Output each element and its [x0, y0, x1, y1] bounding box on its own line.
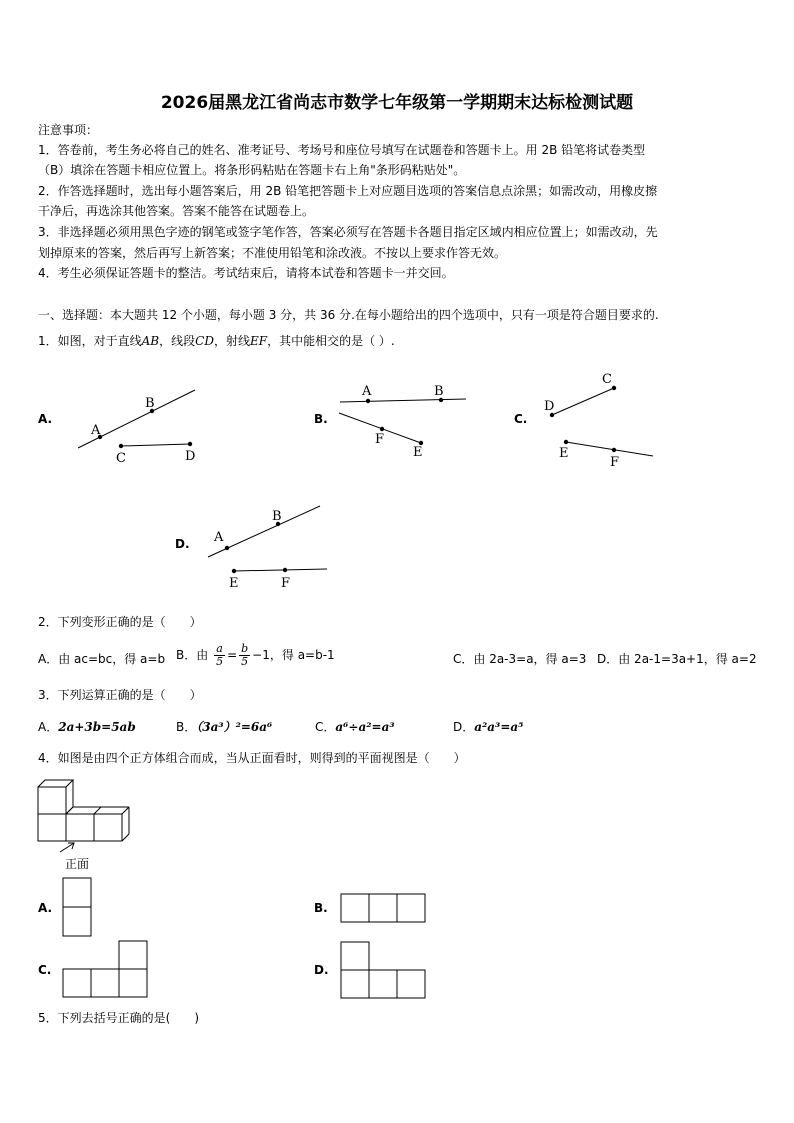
q3-option-b[interactable]: B．（3a³）²=6a⁶ [176, 720, 273, 734]
point-f [612, 448, 616, 452]
q3-option-d[interactable]: D．a²a³=a⁵ [453, 720, 524, 734]
q4-option-d-label[interactable]: D. [314, 963, 329, 977]
q1-figure-b [339, 384, 466, 460]
q4-option-b-view[interactable] [340, 893, 428, 925]
point-e-label: E [413, 445, 423, 460]
question-1-stem: 1．如图，对于直线AB，线段CD，射线EF，其中能相交的是（ ）. [38, 334, 395, 348]
section-heading: 一、选择题：本大题共 12 个小题，每小题 3 分，共 36 分.在每小题给出的四个选项中，只有一项是符合题目要求的. [38, 308, 659, 322]
point-f-label: F [610, 455, 620, 470]
front-view-label: 正面 [65, 857, 90, 871]
line-ab [208, 506, 320, 557]
question-3-stem: 3．下列运算正确的是（ ） [38, 688, 202, 702]
point-f [283, 568, 287, 572]
q2-option-a[interactable]: A．由 ac=bc，得 a=b [38, 652, 166, 666]
q1-figure-c [544, 372, 653, 470]
q4-option-c-view[interactable] [62, 940, 152, 1000]
point-c-label: C [116, 451, 126, 466]
q4-option-b-label[interactable]: B. [314, 901, 328, 915]
q2-option-c[interactable]: C．由 2a-3=a，得 a=3 [453, 652, 587, 666]
q1-figure-d [208, 506, 327, 591]
point-e [564, 440, 568, 444]
q4-option-c-label[interactable]: C. [38, 963, 52, 977]
q4-option-a-view[interactable] [62, 877, 94, 939]
q4-cube-figure [30, 770, 150, 875]
point-c-label: C [602, 372, 612, 387]
q2-option-d[interactable]: D．由 2a-1=3a+1，得 a=2 [597, 652, 757, 666]
line-ab [340, 399, 466, 402]
fraction-b-over-5: $\frac{b}{5}$ [241, 642, 249, 668]
notice-heading: 注意事项： [38, 123, 99, 137]
point-e-label: E [229, 576, 239, 591]
q1-option-c-label[interactable]: C. [514, 412, 528, 426]
q1-option-d-label[interactable]: D. [175, 537, 190, 551]
notice-line-7: 4．考生必须保证答题卡的整洁。考试结束后，请将本试卷和答题卡一并交回。 [38, 266, 454, 280]
point-e-label: E [559, 446, 569, 461]
question-4-stem: 4．如图是由四个正方体组合而成，当从正面看时，则得到的平面视图是（ ） [38, 751, 466, 765]
point-f-label: F [281, 576, 291, 591]
notice-line-6: 划掉原来的答案，然后再写上新答案；不准使用铅笔和涂改液。不按以上要求作答无效。 [38, 246, 507, 260]
point-c [119, 444, 123, 448]
ray-ef [566, 442, 653, 456]
q2-option-b[interactable]: B．由 $\frac{a}{5}$ = $\frac{b}{5}$ −1，得 a=b-1 [176, 642, 335, 668]
point-a-label: A [91, 423, 101, 438]
notice-line-2: （B）填涂在答题卡相应位置上。将条形码粘贴在答题卡右上角"条形码粘贴处"。 [38, 163, 466, 177]
point-b-label: B [145, 396, 155, 411]
notice-line-3: 2．作答选择题时，选出每小题答案后，用 2B 铅笔把答题卡上对应题目选项的答案信息点涂黑；如需改动，用橡皮擦 [38, 184, 658, 198]
q1-figure-a [78, 390, 195, 466]
point-a [225, 546, 229, 550]
question-5-stem: 5．下列去括号正确的是( ) [38, 1011, 199, 1025]
q4-option-a-label[interactable]: A. [38, 901, 53, 915]
point-a-label: A [214, 530, 224, 545]
q1-option-b-label[interactable]: B. [314, 412, 328, 426]
q3-option-c[interactable]: C．a⁶÷a²=a³ [315, 720, 395, 734]
point-d-label: D [544, 399, 555, 414]
q3-option-a[interactable]: A．2a+3b=5ab [38, 720, 136, 734]
point-a [366, 399, 370, 403]
notice-line-1: 1．答卷前，考生务必将自己的姓名、准考证号、考场号和座位号填写在试题卷和答题卡上。用 2B 铅笔将试卷类型 [38, 143, 646, 157]
segment-cd [552, 388, 614, 415]
q4-option-d-view[interactable] [340, 941, 430, 1001]
question-2-stem: 2．下列变形正确的是（ ） [38, 615, 202, 629]
q1-option-a-label[interactable]: A. [38, 412, 53, 426]
point-d-label: D [185, 449, 196, 464]
notice-line-5: 3．非选择题必须用黑色字迹的钢笔或签字笔作答，答案必须写在答题卡各题目指定区域内相应位置上；如需改动，先 [38, 225, 658, 239]
point-a-label: A [362, 384, 372, 399]
point-e [232, 569, 236, 573]
line-ab [78, 390, 195, 448]
point-f [380, 427, 384, 431]
segment-cd [121, 444, 190, 446]
point-f-label: F [375, 432, 385, 447]
point-b-label: B [434, 384, 444, 399]
fraction-a-over-5: $\frac{a}{5}$ [216, 642, 224, 668]
ray-ef [234, 569, 327, 571]
point-b-label: B [272, 509, 282, 524]
point-d [188, 442, 192, 446]
point-c [612, 386, 616, 390]
notice-line-4: 干净后，再选涂其他答案。答案不能答在试题卷上。 [38, 204, 315, 218]
page-title: 2026届黑龙江省尚志市数学七年级第一学期期末达标检测试题 [160, 93, 634, 113]
